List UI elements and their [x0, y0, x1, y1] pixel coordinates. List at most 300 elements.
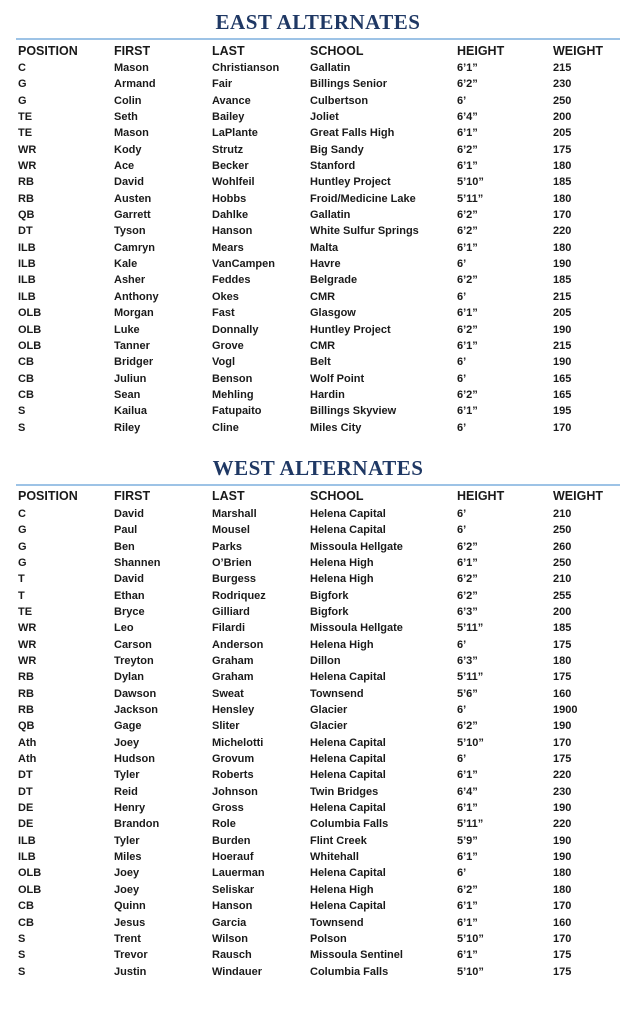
- table-cell: Townsend: [310, 916, 364, 929]
- column-header-school: SCHOOL: [310, 43, 364, 58]
- table-cell: Gage: [114, 720, 142, 733]
- column-header-height: HEIGHT: [457, 489, 505, 504]
- table-cell: 175: [553, 949, 572, 962]
- table-row: [18, 223, 618, 239]
- table-cell: 250: [553, 94, 572, 107]
- table-cell: Leo: [114, 622, 134, 635]
- column-header-position: POSITION: [18, 489, 78, 504]
- table-cell: 190: [553, 258, 572, 271]
- table-cell: C: [18, 507, 26, 520]
- table-cell: 160: [553, 916, 572, 929]
- table-cell: 6’2”: [457, 274, 478, 287]
- table-cell: C: [18, 62, 26, 74]
- table-cell: Wolf Point: [310, 372, 365, 385]
- table-cell: 190: [553, 323, 572, 336]
- table-cell: 6’4”: [457, 111, 478, 124]
- table-cell: 6’2”: [457, 143, 478, 156]
- table-row: [18, 931, 618, 947]
- table-cell: Grovum: [212, 753, 255, 766]
- table-cell: 6’4”: [457, 785, 478, 798]
- column-header-weight: WEIGHT: [553, 43, 603, 58]
- table-cell: OLB: [18, 883, 42, 896]
- table-cell: Shannen: [114, 556, 161, 569]
- table-cell: 5’10”: [457, 736, 484, 749]
- table-cell: Missoula Sentinel: [310, 949, 403, 962]
- table-row: [18, 849, 618, 865]
- table-cell: Cline: [212, 421, 239, 434]
- table-row: [18, 403, 618, 419]
- table-cell: Benson: [212, 372, 253, 385]
- table-cell: 215: [553, 62, 572, 74]
- table-cell: Wohlfeil: [212, 176, 255, 189]
- table-cell: WR: [18, 638, 37, 651]
- table-cell: 6’1”: [457, 62, 478, 74]
- table-cell: Helena Capital: [310, 524, 386, 537]
- table-cell: 210: [553, 573, 572, 586]
- table-cell: 200: [553, 111, 572, 124]
- table-cell: Henry: [114, 802, 146, 815]
- table-cell: 180: [553, 883, 572, 896]
- table-cell: Stanford: [310, 160, 356, 173]
- table-cell: 6’1”: [457, 127, 478, 140]
- table-cell: Parks: [212, 540, 242, 553]
- table-cell: 260: [553, 540, 572, 553]
- table-row: [18, 620, 618, 636]
- table-cell: Treyton: [114, 655, 154, 667]
- table-cell: OLB: [18, 339, 42, 352]
- table-row: [18, 289, 618, 305]
- table-cell: 6’1”: [457, 851, 478, 864]
- table-cell: Joliet: [310, 111, 339, 124]
- table-cell: 185: [553, 274, 572, 287]
- table-cell: Johnson: [212, 785, 258, 798]
- table-row: [18, 506, 618, 522]
- table-cell: Helena Capital: [310, 769, 386, 782]
- table-cell: Malta: [310, 241, 339, 254]
- table-cell: CMR: [310, 339, 336, 352]
- table-cell: 6’2”: [457, 720, 478, 733]
- table-cell: 255: [553, 589, 572, 602]
- table-cell: DE: [18, 802, 34, 815]
- table-cell: 6’1”: [457, 769, 478, 782]
- table-row: [18, 833, 618, 849]
- table-cell: Hoerauf: [212, 851, 254, 864]
- table-cell: Colin: [114, 94, 142, 107]
- table-cell: Glasgow: [310, 307, 356, 320]
- table-cell: Ben: [114, 540, 135, 553]
- table-header-row: [18, 487, 618, 506]
- table-cell: Role: [212, 818, 236, 831]
- table-cell: S: [18, 421, 26, 434]
- table-cell: Wilson: [212, 932, 248, 945]
- table-cell: 6’3”: [457, 655, 478, 667]
- table-cell: 220: [553, 818, 572, 831]
- table-cell: OLB: [18, 867, 42, 880]
- table-row: [18, 571, 618, 587]
- table-cell: 6’: [457, 372, 467, 385]
- table-cell: 180: [553, 192, 572, 205]
- table-cell: 180: [553, 655, 572, 667]
- table-cell: Trevor: [114, 949, 148, 962]
- table-cell: 5’10”: [457, 965, 484, 978]
- table-cell: Seth: [114, 111, 138, 124]
- table-cell: 180: [553, 160, 572, 173]
- table-cell: 6’1”: [457, 916, 478, 929]
- table-cell: 180: [553, 867, 572, 880]
- table-cell: Mason: [114, 62, 149, 74]
- table-cell: 5’10”: [457, 932, 484, 945]
- table-cell: 190: [553, 834, 572, 847]
- table-cell: OLB: [18, 323, 42, 336]
- table-cell: Missoula Hellgate: [310, 622, 403, 635]
- table-cell: 6’1”: [457, 949, 478, 962]
- table-cell: 5’9”: [457, 834, 478, 847]
- table-cell: OLB: [18, 307, 42, 320]
- table-cell: Ath: [18, 736, 37, 749]
- table-cell: 5’6”: [457, 687, 478, 700]
- table-cell: Hardin: [310, 388, 345, 401]
- table-cell: 190: [553, 851, 572, 864]
- table-cell: Jesus: [114, 916, 146, 929]
- table-cell: 6’: [457, 753, 467, 766]
- table-cell: 6’: [457, 290, 467, 303]
- table-cell: Avance: [212, 94, 251, 107]
- table-row: [18, 93, 618, 109]
- table-cell: 6’2”: [457, 323, 478, 336]
- table-cell: Tyler: [114, 834, 140, 847]
- table-cell: Anthony: [114, 290, 159, 303]
- table-cell: 190: [553, 802, 572, 815]
- table-cell: Whitehall: [310, 851, 359, 864]
- table-cell: Quinn: [114, 900, 146, 913]
- table-row: [18, 947, 618, 963]
- table-cell: Windauer: [212, 965, 263, 978]
- east-alternates-title: EAST ALTERNATES: [215, 10, 421, 34]
- table-cell: TE: [18, 111, 33, 124]
- table-row: [18, 865, 618, 881]
- table-cell: Asher: [114, 274, 146, 287]
- table-cell: Joey: [114, 883, 140, 896]
- table-row: [18, 354, 618, 370]
- table-cell: DT: [18, 785, 33, 798]
- table-row: [18, 964, 618, 980]
- table-row: [18, 800, 618, 816]
- table-cell: Froid/Medicine Lake: [310, 192, 416, 205]
- table-cell: 250: [553, 556, 572, 569]
- table-cell: LaPlante: [212, 127, 258, 140]
- table-cell: ILB: [18, 274, 36, 287]
- table-cell: Mason: [114, 127, 149, 140]
- table-cell: 1900: [553, 704, 578, 717]
- table-cell: Hudson: [114, 753, 155, 766]
- table-cell: Armand: [114, 78, 156, 91]
- table-cell: 6’: [457, 867, 467, 880]
- table-row: [18, 191, 618, 207]
- table-cell: 200: [553, 605, 572, 618]
- table-cell: Riley: [114, 421, 141, 434]
- column-header-weight: WEIGHT: [553, 489, 603, 504]
- table-cell: 175: [553, 638, 572, 651]
- table-row: [18, 702, 618, 718]
- table-cell: David: [114, 573, 144, 586]
- table-cell: S: [18, 965, 26, 978]
- table-cell: Havre: [310, 258, 341, 271]
- table-cell: Huntley Project: [310, 323, 391, 336]
- table-row: [18, 207, 618, 223]
- table-row: [18, 174, 618, 190]
- table-cell: CB: [18, 356, 34, 369]
- table-row: [18, 305, 618, 321]
- table-cell: T: [18, 573, 25, 586]
- table-cell: Polson: [310, 932, 347, 945]
- table-cell: 6’: [457, 421, 467, 434]
- table-cell: 6’: [457, 258, 467, 271]
- table-cell: Billings Skyview: [310, 405, 397, 418]
- table-row: [18, 158, 618, 174]
- table-row: [18, 767, 618, 783]
- table-cell: Dahlke: [212, 209, 249, 222]
- table-cell: VanCampen: [212, 258, 275, 271]
- table-cell: Kale: [114, 258, 138, 271]
- table-row: [18, 387, 618, 403]
- table-cell: CB: [18, 916, 34, 929]
- table-cell: 6’2”: [457, 209, 478, 222]
- table-cell: 6’1”: [457, 405, 478, 418]
- table-cell: Missoula Hellgate: [310, 540, 403, 553]
- table-cell: 205: [553, 127, 572, 140]
- table-cell: Tanner: [114, 339, 150, 352]
- table-cell: 6’: [457, 356, 467, 369]
- table-cell: 6’2”: [457, 225, 478, 238]
- table-cell: Big Sandy: [310, 143, 364, 156]
- table-cell: 185: [553, 622, 572, 635]
- table-cell: 6’2”: [457, 388, 478, 401]
- column-header-first: FIRST: [114, 43, 151, 58]
- table-row: [18, 371, 618, 387]
- table-cell: S: [18, 949, 26, 962]
- table-cell: DT: [18, 225, 33, 238]
- table-cell: Justin: [114, 965, 147, 978]
- table-cell: 6’3”: [457, 605, 478, 618]
- table-cell: ILB: [18, 851, 36, 864]
- table-cell: Culbertson: [310, 94, 369, 107]
- table-cell: 250: [553, 524, 572, 537]
- table-cell: 175: [553, 965, 572, 978]
- table-cell: WR: [18, 655, 37, 667]
- table-cell: 190: [553, 356, 572, 369]
- table-cell: 6’1”: [457, 802, 478, 815]
- column-header-school: SCHOOL: [310, 489, 364, 504]
- table-row: [18, 588, 618, 604]
- table-row: [18, 751, 618, 767]
- table-cell: Okes: [212, 290, 239, 303]
- table-cell: CB: [18, 388, 34, 401]
- table-cell: Billings Senior: [310, 78, 388, 91]
- table-cell: Glacier: [310, 704, 348, 717]
- table-cell: Hobbs: [212, 192, 247, 205]
- table-cell: Trent: [114, 932, 141, 945]
- table-cell: Helena Capital: [310, 507, 386, 520]
- table-cell: Twin Bridges: [310, 785, 379, 798]
- table-cell: 160: [553, 687, 572, 700]
- table-cell: G: [18, 94, 27, 107]
- table-row: [18, 784, 618, 800]
- table-cell: Lauerman: [212, 867, 265, 880]
- table-row: [18, 109, 618, 125]
- table-cell: Helena Capital: [310, 867, 386, 880]
- table-cell: Becker: [212, 160, 249, 173]
- table-cell: G: [18, 556, 27, 569]
- table-cell: Fair: [212, 78, 233, 91]
- table-cell: Burden: [212, 834, 251, 847]
- table-cell: Gilliard: [212, 605, 250, 618]
- table-row: [18, 420, 618, 436]
- table-cell: RB: [18, 704, 34, 717]
- table-cell: ILB: [18, 290, 36, 303]
- table-cell: Fatupaito: [212, 405, 262, 418]
- table-row: [18, 653, 618, 669]
- table-row: [18, 539, 618, 555]
- table-cell: Bigfork: [310, 589, 349, 602]
- table-cell: Tyler: [114, 769, 140, 782]
- table-cell: Huntley Project: [310, 176, 391, 189]
- table-cell: 190: [553, 720, 572, 733]
- table-cell: TE: [18, 605, 33, 618]
- table-cell: 6’1”: [457, 339, 478, 352]
- table-row: [18, 882, 618, 898]
- table-row: [18, 718, 618, 734]
- table-cell: 6’2”: [457, 540, 478, 553]
- table-cell: QB: [18, 720, 35, 733]
- table-cell: Anderson: [212, 638, 264, 651]
- table-cell: Belgrade: [310, 274, 358, 287]
- table-cell: Bryce: [114, 605, 145, 618]
- column-header-last: LAST: [212, 43, 245, 58]
- table-cell: 185: [553, 176, 572, 189]
- table-cell: Ath: [18, 753, 37, 766]
- table-cell: Mehling: [212, 388, 254, 401]
- table-cell: S: [18, 932, 26, 945]
- table-cell: CB: [18, 372, 34, 385]
- table-cell: Mousel: [212, 524, 250, 537]
- table-cell: 6’: [457, 524, 467, 537]
- table-cell: Sliter: [212, 720, 240, 733]
- table-cell: DT: [18, 769, 33, 782]
- table-cell: Feddes: [212, 274, 251, 287]
- table-cell: 6’: [457, 638, 467, 651]
- table-cell: 220: [553, 769, 572, 782]
- table-cell: RB: [18, 192, 34, 205]
- table-row: [18, 76, 618, 92]
- table-cell: 175: [553, 671, 572, 684]
- table-cell: Luke: [114, 323, 140, 336]
- table-row: [18, 272, 618, 288]
- table-cell: 170: [553, 932, 572, 945]
- table-cell: 6’1”: [457, 307, 478, 320]
- column-header-position: POSITION: [18, 43, 78, 58]
- table-cell: Graham: [212, 655, 254, 667]
- table-cell: Helena Capital: [310, 736, 386, 749]
- table-cell: 5’11”: [457, 818, 484, 831]
- table-cell: 6’2”: [457, 573, 478, 586]
- column-header-height: HEIGHT: [457, 43, 505, 58]
- table-row: [18, 637, 618, 653]
- table-cell: 6’1”: [457, 900, 478, 913]
- table-cell: Juliun: [114, 372, 147, 385]
- table-cell: 165: [553, 372, 572, 385]
- table-cell: Columbia Falls: [310, 818, 389, 831]
- table-cell: Seliskar: [212, 883, 255, 896]
- table-cell: Paul: [114, 524, 138, 537]
- table-cell: 175: [553, 143, 572, 156]
- table-row: [18, 256, 618, 272]
- table-cell: 170: [553, 209, 572, 222]
- table-cell: Donnally: [212, 323, 259, 336]
- table-cell: Belt: [310, 356, 331, 369]
- table-cell: CB: [18, 900, 34, 913]
- table-row: [18, 338, 618, 354]
- table-row: [18, 915, 618, 931]
- table-cell: Miles City: [310, 421, 362, 434]
- table-row: [18, 604, 618, 620]
- table-cell: Michelotti: [212, 736, 264, 749]
- table-cell: 170: [553, 900, 572, 913]
- table-cell: Helena High: [310, 556, 374, 569]
- table-cell: 6’: [457, 704, 467, 717]
- table-cell: Ace: [114, 160, 135, 173]
- table-cell: 165: [553, 388, 572, 401]
- table-row: [18, 322, 618, 338]
- table-cell: TE: [18, 127, 33, 140]
- table-cell: S: [18, 405, 26, 418]
- table-cell: Gross: [212, 802, 244, 815]
- table-cell: Kody: [114, 143, 142, 156]
- table-cell: Marshall: [212, 507, 257, 520]
- table-cell: 205: [553, 307, 572, 320]
- table-row: [18, 686, 618, 702]
- table-cell: 180: [553, 241, 572, 254]
- table-cell: Bigfork: [310, 605, 349, 618]
- table-row: [18, 898, 618, 914]
- table-cell: Sean: [114, 388, 141, 401]
- table-cell: 6’2”: [457, 883, 478, 896]
- section-west-alternates: [0, 456, 636, 980]
- table-cell: ILB: [18, 834, 36, 847]
- table-cell: Kailua: [114, 405, 148, 418]
- table-cell: G: [18, 524, 27, 537]
- table-cell: Bridger: [114, 356, 154, 369]
- table-cell: Reid: [114, 785, 138, 798]
- table-cell: Joey: [114, 867, 140, 880]
- table-cell: Dawson: [114, 687, 157, 700]
- table-cell: Gallatin: [310, 209, 351, 222]
- table-cell: 5’11”: [457, 671, 484, 684]
- table-cell: Helena Capital: [310, 900, 386, 913]
- table-cell: Morgan: [114, 307, 154, 320]
- table-cell: Graham: [212, 671, 254, 684]
- table-cell: 215: [553, 339, 572, 352]
- title-divider-line: [16, 38, 620, 40]
- table-cell: 5’11”: [457, 622, 484, 635]
- table-cell: DE: [18, 818, 34, 831]
- table-cell: QB: [18, 209, 35, 222]
- table-cell: Helena High: [310, 573, 374, 586]
- table-cell: 6’1”: [457, 160, 478, 173]
- table-cell: Brandon: [114, 818, 160, 831]
- table-cell: 6’: [457, 94, 467, 107]
- table-cell: O’Brien: [212, 556, 252, 569]
- table-cell: WR: [18, 143, 37, 156]
